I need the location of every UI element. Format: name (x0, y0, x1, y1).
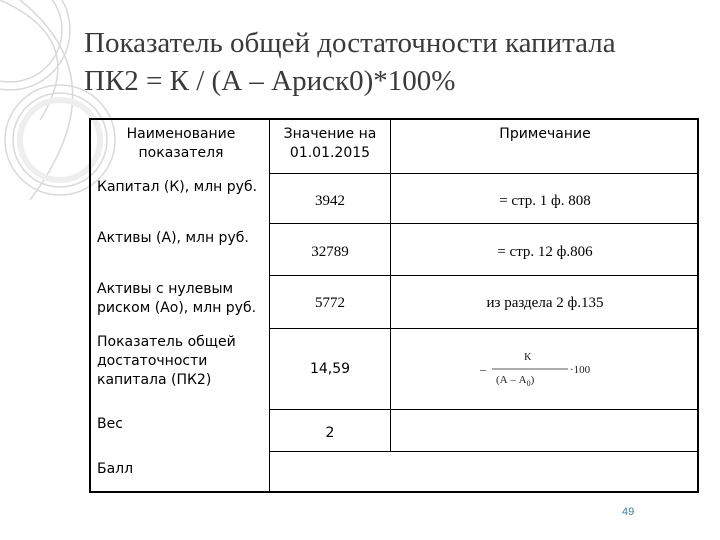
formula-multiplier: ·100 (570, 364, 591, 376)
indicator-table (89, 118, 699, 493)
header-value: Значение на 01.01.2015 (283, 126, 377, 161)
col-divider-4 (390, 409, 391, 451)
col-divider-2 (390, 120, 391, 409)
row-3-name: Активы с нулевым риском (Ао), млн руб. (97, 281, 257, 316)
svg-text:–: – (480, 362, 486, 376)
pk2-formula (476, 348, 616, 388)
formula-subscript: 0 (526, 379, 531, 388)
row-divider-4 (269, 409, 699, 410)
row-divider-3 (269, 328, 699, 329)
col-divider-1 (269, 120, 270, 409)
svg-text:(А – А0): $(А - А_0)$ (496, 374, 535, 388)
row-divider-1 (269, 223, 699, 224)
row-5-value: 2 (325, 425, 335, 441)
row-1-note: = стр. 1 ф. 808 (499, 193, 591, 209)
row-5-name: Вес (97, 416, 123, 432)
row-2-name: Активы (А), млн руб. (97, 230, 249, 246)
slide-title (84, 24, 704, 100)
row-1-value: 3942 (315, 193, 345, 209)
row-2-value: 32789 (311, 244, 349, 260)
title-line-1: Показатель общей достаточности капитала (84, 27, 616, 59)
title-line-2: ПК2 = К / (А – Ариск0)*100% (84, 65, 456, 97)
header-name: Наименование показателя (126, 126, 236, 161)
row-6-name: Балл (97, 461, 134, 477)
row-divider-5 (269, 451, 699, 452)
row-1-name: Капитал (К), млн руб. (97, 179, 258, 195)
header-note: Примечание (499, 126, 591, 142)
row-3-value: 5772 (315, 295, 345, 311)
row-divider-header (269, 173, 699, 174)
row-3-note: из раздела 2 ф.135 (486, 295, 604, 311)
row-2-note: = стр. 12 ф.806 (497, 244, 593, 260)
row-divider-2 (269, 275, 699, 276)
formula-numerator: К (524, 351, 532, 363)
row-4-name: Показатель общей достаточности капитала (ПК2) (97, 334, 236, 388)
row-4-value: 14,59 (309, 361, 351, 377)
formula-denominator: (А – А (496, 374, 527, 386)
page-number: 49 (622, 506, 635, 518)
